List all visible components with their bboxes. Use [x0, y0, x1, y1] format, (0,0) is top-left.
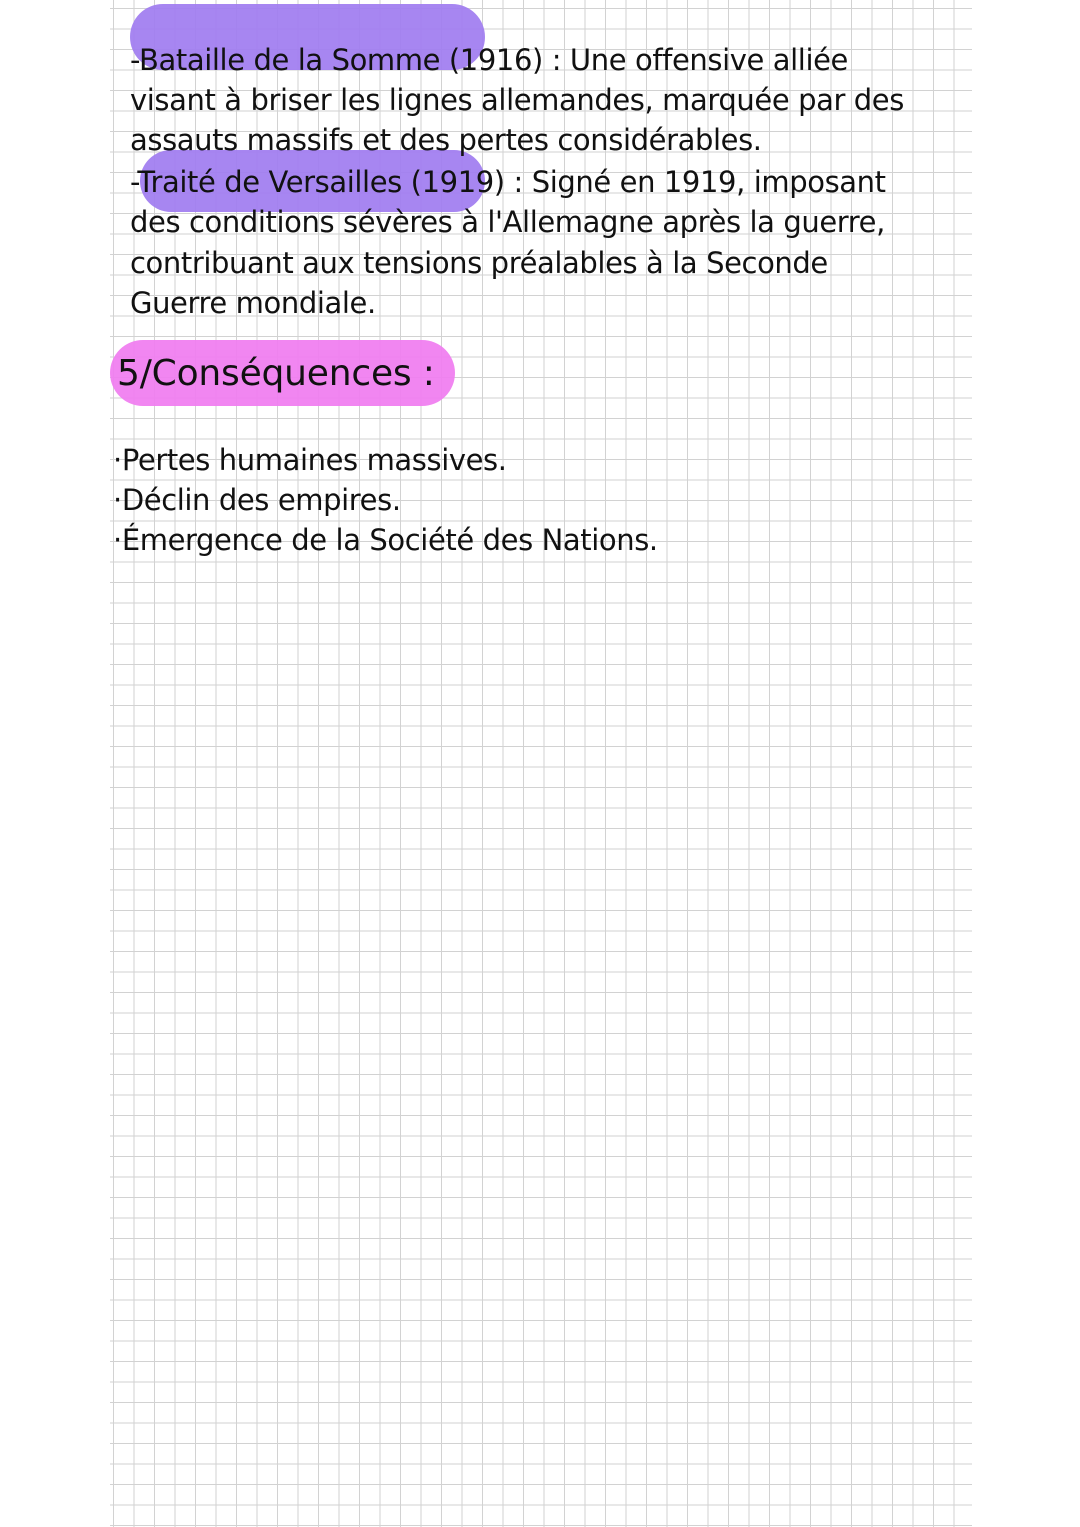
- event-bataille-somme-line-3: assauts massifs et des pertes considérables.: [130, 123, 762, 157]
- list-item: ·Émergence de la Société des Nations.: [113, 523, 658, 557]
- event-bataille-somme-title: -Bataille de la Somme: [130, 43, 441, 77]
- event-traite-versailles-intro: : Signé en 1919, imposant: [504, 165, 886, 199]
- section-heading: 5/Conséquences :: [117, 353, 435, 394]
- event-traite-versailles-line-2: des conditions sévères à l'Allemagne après la guerre,: [130, 205, 885, 239]
- event-bataille-somme-line-1: [130, 40, 848, 80]
- event-bataille-somme-line-2: visant à briser les lignes allemandes, marquée par des: [130, 83, 904, 117]
- event-traite-versailles-line-4: Guerre mondiale.: [130, 286, 376, 320]
- list-item: ·Pertes humaines massives.: [113, 443, 507, 477]
- list-item: ·Déclin des empires.: [113, 483, 401, 517]
- event-traite-versailles-line-3: contribuant aux tensions préalables à la Seconde: [130, 246, 828, 280]
- event-bataille-somme-intro: (1916) : Une offensive alliée: [440, 43, 848, 77]
- event-traite-versailles-line-1: [130, 162, 886, 202]
- event-traite-versailles-title: -Traité de Versailles (1919): [130, 165, 505, 199]
